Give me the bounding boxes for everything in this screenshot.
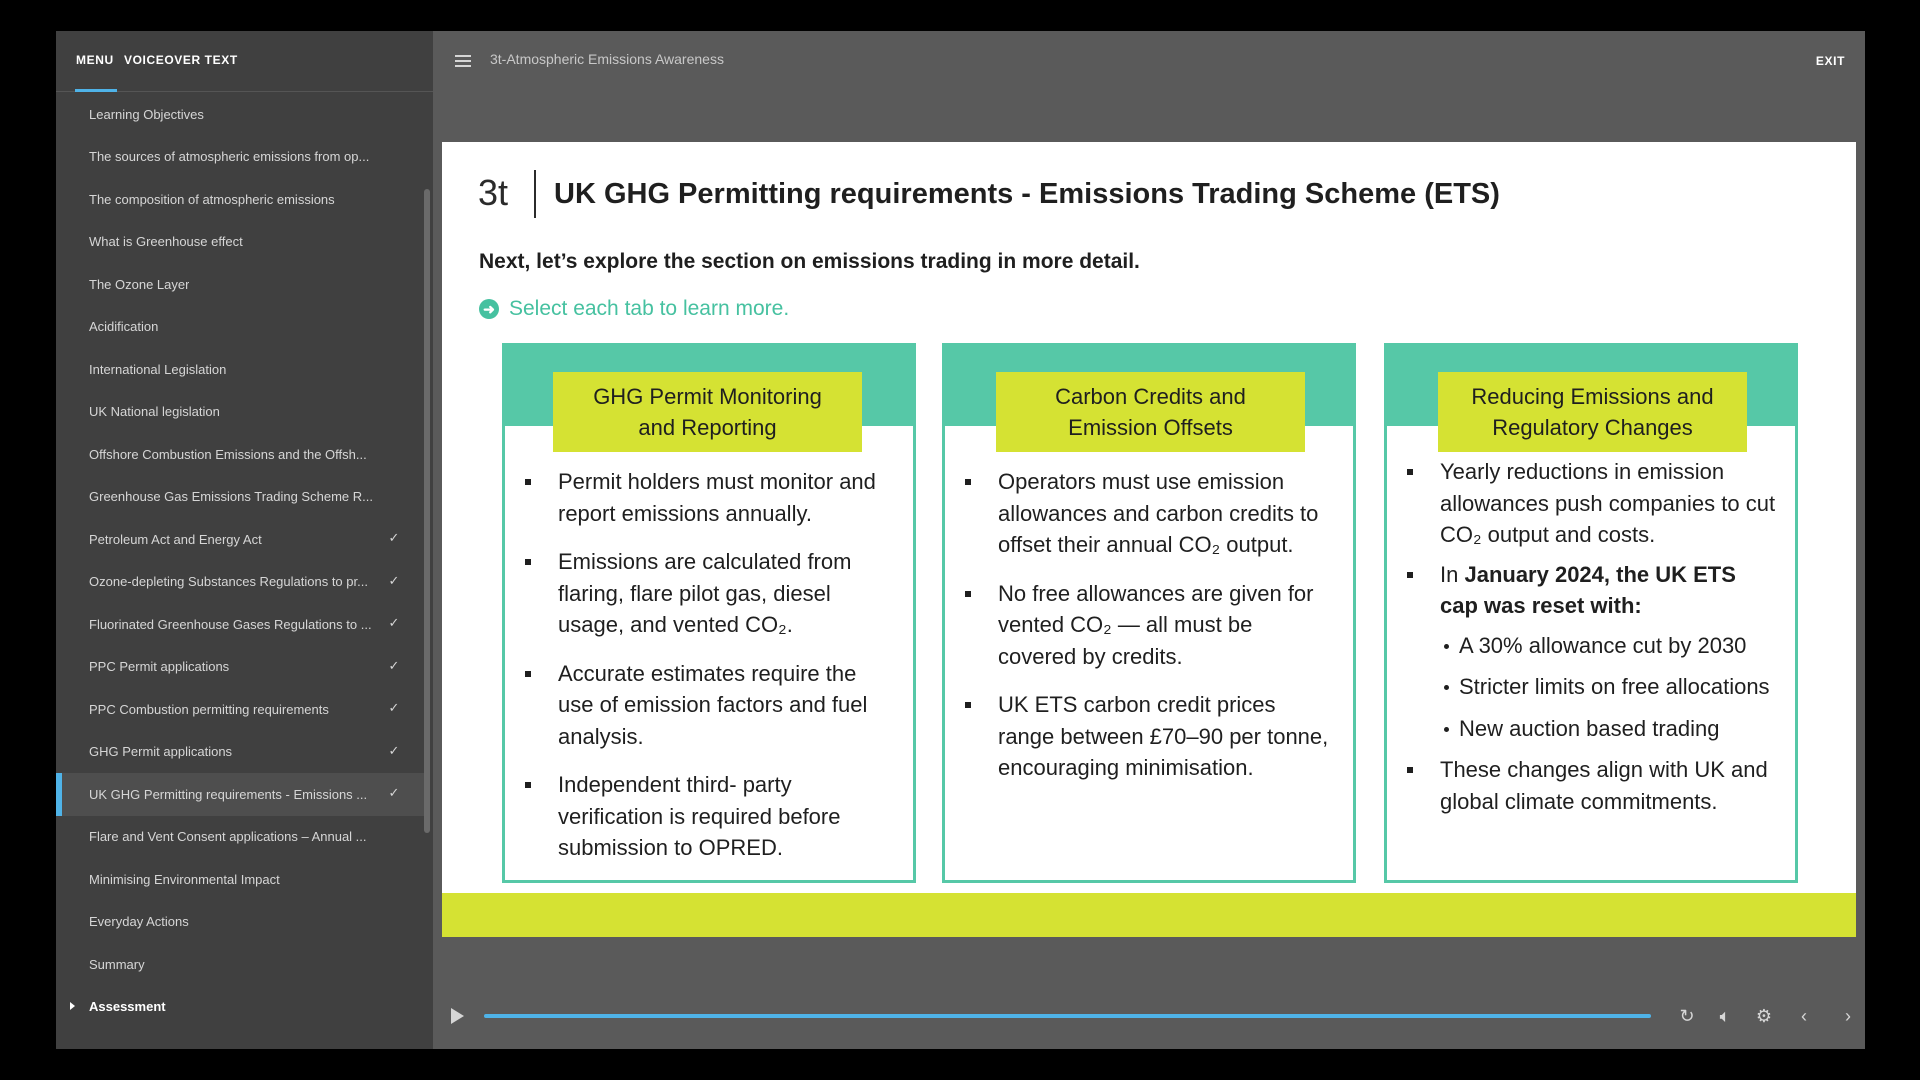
bullet-list: [525, 466, 895, 881]
sidebar-item-label: UK GHG Permitting requirements - Emissions ...: [89, 786, 368, 802]
tab-label-line-1: GHG Permit Monitoring: [593, 384, 822, 409]
bullet-item: UK ETS carbon credit prices range between £70–90 per tonne, encouraging minimisation.: [965, 689, 1335, 784]
sidebar-item[interactable]: [56, 646, 424, 689]
play-icon[interactable]: [451, 1008, 464, 1024]
bullet-item: Emissions are calculated from flaring, flare pilot gas, diesel usage, and vented CO₂.: [525, 546, 895, 641]
sidebar-item-label: GHG Permit applications: [89, 744, 233, 760]
tab-label-line-1: Carbon Credits and: [1055, 384, 1246, 409]
sidebar-tabs: [56, 31, 433, 92]
sidebar-item[interactable]: [56, 433, 424, 476]
tab-label-line-2: Emission Offsets: [1068, 415, 1233, 440]
bullet-item: Operators must use emission allowances and carbon credits to offset their annual CO₂ output.: [965, 466, 1335, 561]
sidebar-item-label: PPC Combustion permitting requirements: [89, 701, 329, 717]
card-ghg-permit-monitoring: [502, 343, 916, 883]
slide: [442, 142, 1856, 937]
sidebar-item[interactable]: [56, 221, 424, 264]
sidebar-item-label: Flare and Vent Consent applications – Annual ...: [89, 829, 367, 845]
card-carbon-credits: [942, 343, 1356, 883]
next-icon[interactable]: ›: [1845, 1006, 1851, 1026]
top-bar: [433, 31, 1865, 87]
slide-title: UK GHG Permitting requirements - Emissions Trading Scheme (ETS): [554, 178, 1500, 210]
sidebar-item-label: Greenhouse Gas Emissions Trading Scheme R...: [89, 489, 373, 505]
arrow-right-circle-icon: ➜: [479, 299, 499, 319]
sidebar-item-label: Offshore Combustion Emissions and the Offsh...: [89, 446, 367, 462]
bullet-item: Yearly reductions in emission allowances push companies to cut CO₂ output and costs.: [1407, 456, 1777, 551]
checkmark-icon: ✓: [388, 742, 400, 758]
sidebar: [56, 31, 433, 1049]
bullet-item: No free allowances are given for vented CO₂ — all must be covered by credits.: [965, 578, 1335, 673]
3t-logo: 3t: [478, 172, 509, 213]
bullet-list: [1407, 456, 1777, 825]
hamburger-menu-icon[interactable]: [455, 55, 471, 67]
sidebar-item-label: Minimising Environmental Impact: [89, 871, 280, 887]
prev-icon[interactable]: ‹: [1801, 1006, 1807, 1026]
tab-label-line-1: Reducing Emissions and: [1471, 384, 1714, 409]
settings-icon[interactable]: ⚙︎: [1755, 1006, 1773, 1026]
sidebar-item[interactable]: [56, 306, 424, 349]
sidebar-item[interactable]: [56, 178, 424, 221]
replay-icon[interactable]: ↻: [1679, 1006, 1695, 1026]
sidebar-item[interactable]: [56, 603, 424, 646]
checkmark-icon: ✓: [388, 615, 400, 630]
sidebar-item[interactable]: [56, 901, 424, 944]
sidebar-item[interactable]: [56, 561, 424, 604]
sidebar-item[interactable]: [56, 518, 424, 561]
bullet-item: Permit holders must monitor and report emissions annually.: [525, 466, 895, 529]
sub-bullet-item: New auction based trading: [1407, 713, 1777, 745]
card-reducing-emissions: [1384, 343, 1798, 883]
sidebar-item[interactable]: [56, 858, 424, 901]
volume-icon[interactable]: 🔈︎: [1719, 1006, 1731, 1026]
sidebar-item-label: Petroleum Act and Energy Act: [89, 531, 262, 547]
exit-button[interactable]: EXIT: [1815, 54, 1845, 68]
sidebar-item[interactable]: [56, 263, 424, 306]
tab-reducing-emissions[interactable]: [1438, 372, 1747, 452]
progress-bar[interactable]: [484, 1014, 1651, 1018]
tab-voiceover-text[interactable]: VOICEOVER TEXT: [124, 53, 238, 67]
bullet-item: Accurate estimates require the use of emission factors and fuel analysis.: [525, 658, 895, 753]
slide-footer-band: [442, 893, 1856, 937]
sidebar-item-label: The sources of atmospheric emissions from op...: [89, 149, 370, 165]
sidebar-item[interactable]: [56, 731, 424, 774]
sidebar-item-label: What is Greenhouse effect: [89, 234, 243, 250]
sidebar-item-label: Everyday Actions: [89, 914, 189, 930]
sidebar-item-label: International Legislation: [89, 361, 227, 377]
intro-text: Next, let’s explore the section on emissions trading in more detail.: [479, 250, 1140, 273]
logo-divider: [534, 170, 536, 218]
sidebar-item[interactable]: [56, 391, 424, 434]
tab-label-line-2: Regulatory Changes: [1492, 415, 1693, 440]
sidebar-item-label: Fluorinated Greenhouse Gases Regulations to ...: [89, 616, 372, 632]
checkmark-icon: ✓: [388, 785, 400, 800]
active-tab-indicator: [75, 89, 117, 92]
app-window: [56, 31, 1865, 1049]
bullet-bold-text: January 2024, the UK ETS cap was reset with:: [1440, 561, 1736, 618]
tab-ghg-permit-monitoring[interactable]: [553, 372, 862, 452]
expand-arrow-icon: [70, 1002, 75, 1010]
tab-carbon-credits[interactable]: [996, 372, 1305, 452]
sub-bullet-item: A 30% allowance cut by 2030: [1407, 630, 1777, 662]
sidebar-item[interactable]: [56, 986, 424, 1029]
sidebar-scrollbar[interactable]: [424, 189, 430, 833]
sidebar-item-label: Learning Objectives: [89, 106, 204, 122]
sidebar-item-label: The Ozone Layer: [89, 276, 190, 292]
sidebar-item[interactable]: [56, 348, 424, 391]
bullet-item: [1407, 559, 1777, 622]
sidebar-item[interactable]: [56, 93, 424, 136]
sidebar-item[interactable]: [56, 136, 424, 179]
sidebar-item[interactable]: [56, 773, 424, 816]
sidebar-item[interactable]: [56, 476, 424, 519]
sidebar-menu-list: [56, 93, 424, 1028]
bullet-prefix: In: [1440, 561, 1465, 587]
bullet-item: Independent third- party verification is required before submission to OPRED.: [525, 769, 895, 864]
sidebar-item-label: UK National legislation: [89, 404, 220, 420]
checkmark-icon: ✓: [388, 700, 400, 715]
checkmark-icon: ✓: [388, 572, 400, 588]
player-controls: [433, 986, 1865, 1049]
checkmark-icon: ✓: [388, 657, 400, 673]
course-title: 3t-Atmospheric Emissions Awareness: [490, 51, 724, 67]
bullet-list: [965, 466, 1335, 801]
sidebar-item[interactable]: [56, 816, 424, 859]
bullet-item: These changes align with UK and global climate commitments.: [1407, 754, 1777, 817]
sidebar-item-label: Summary: [89, 956, 145, 972]
sidebar-item[interactable]: [56, 943, 424, 986]
sidebar-item-label: Ozone-depleting Substances Regulations to pr...: [89, 574, 368, 590]
sidebar-item-label: PPC Permit applications: [89, 659, 230, 675]
sub-bullet-item: Stricter limits on free allocations: [1407, 671, 1777, 703]
sidebar-item-label: The composition of atmospheric emissions: [89, 191, 335, 207]
tab-label-line-2: and Reporting: [638, 415, 777, 440]
checkmark-icon: ✓: [388, 530, 400, 545]
instruction: [479, 297, 789, 321]
sidebar-item[interactable]: [56, 688, 424, 731]
tab-menu[interactable]: MENU: [76, 53, 114, 67]
sidebar-item-label: Acidification: [89, 319, 159, 335]
sidebar-item-label: Assessment: [89, 999, 166, 1015]
instruction-text: Select each tab to learn more.: [509, 297, 790, 320]
